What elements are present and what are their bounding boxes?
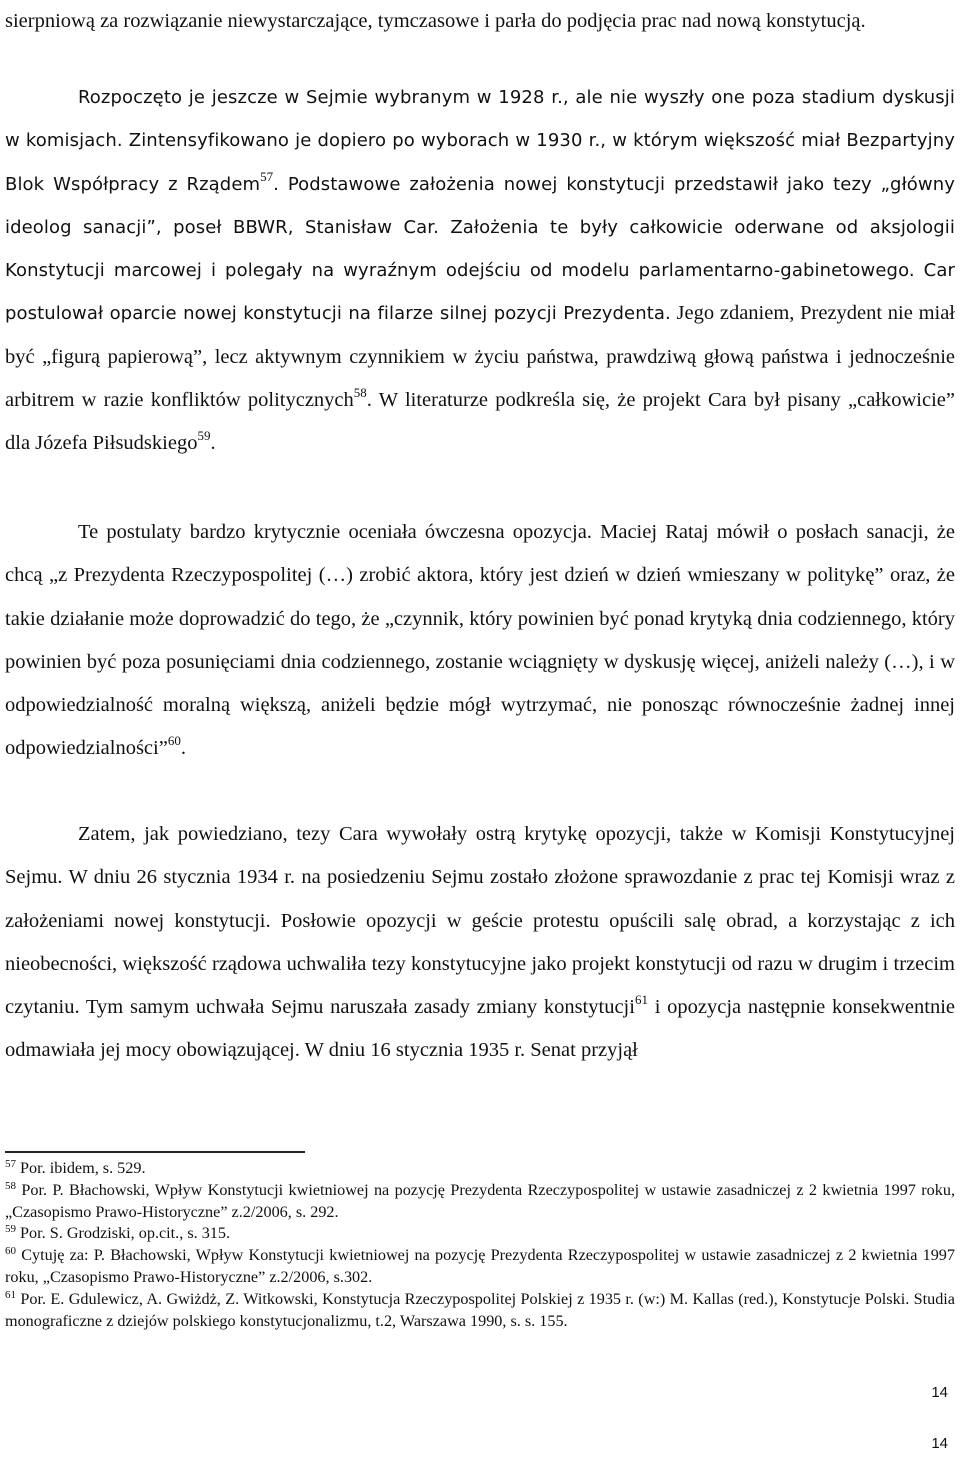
footnote-separator <box>5 1151 305 1153</box>
footnote-58 <box>5 1180 955 1224</box>
text-run: . <box>210 432 216 455</box>
text-run: sierpniową za rozwiązanie niewystarczające, tymczasowe i parła do podjęcia prac nad nową konstytucją. <box>5 10 866 32</box>
footnote-57 <box>5 1158 955 1180</box>
footnote-text: Por. E. Gdulewicz, A. Gwiżdż, Z. Witkowski, Konstytucja Rzeczypospolitej Polskiej z 1935 r. (w:) M. Kallas (red.), Konstytucje Polski. Studia monograficzne z dziejów polskiego konstytucjonalizmu, t.2, Warszawa 1990, s. s. 155. <box>5 1289 955 1330</box>
page-number-footer: 14 <box>931 1435 948 1452</box>
footnote-59 <box>5 1223 955 1245</box>
footnote-number: 59 <box>5 1223 16 1236</box>
footnote-text: Por. ibidem, s. 529. <box>16 1159 146 1177</box>
footnote-text: Cytuję za: P. Błachowski, Wpływ Konstytucji kwietniowej na pozycję Prezydenta Rzeczypospolitej w ustawie zasadniczej z 2 kwietnia 1997 roku, „Czasopismo Prawo-Historyczne” z.2/2006, s.302. <box>5 1246 955 1286</box>
paragraph-1-container <box>5 0 955 43</box>
paragraph-2 <box>5 76 955 466</box>
footnote-number: 58 <box>5 1179 16 1192</box>
footnote-number: 57 <box>5 1158 16 1170</box>
paragraph-2-container <box>5 76 955 466</box>
text-run: Zatem, jak powiedziano, tezy Cara wywołały ostrą krytykę opozycji, także w Komisji Konstytucyjnej Sejmu. W dniu 26 stycznia 1934 r. na posiedzeniu Sejmu zostało złożone sprawozdanie z prac tej Komisji wraz z założeniami nowej konstytucji. Posłowie opozycji w geście protestu opuścili salę obrad, a korzystając z ich nieobecności, większość rządowa uchwaliła tezy konstytucyjne jako projekt konstytucji od razu w drugim i trzecim czytaniu. Tym samym uchwała Sejmu naruszała zasady zmiany konstytucji <box>5 823 955 1019</box>
text-run: Te postulaty bardzo krytycznie oceniała ówczesna opozycja. Maciej Rataj mówił o posłach sanacji, że chcą „z Prezydenta Rzeczypospolitej (…) zrobić aktora, który jest dzień w dzień wmieszany w politykę” oraz, że takie działanie może doprowadzić do tego, że „czynnik, który powinien być ponad krytyką dnia codziennego, który powinien być poza posunięciami dnia codziennego, zostanie wciągnięty w dyskusję więcej, aniżeli należy (…), i w odpowiedzialność moralną większą, aniżeli będzie mógł wytrzymać, nie ponosząc równocześnie żadnej innej odpowiedzialności” <box>5 521 955 760</box>
page-number: 14 <box>931 1384 948 1401</box>
footnote-ref-61: 61 <box>634 992 648 1008</box>
footnote-ref-57: 57 <box>260 168 274 184</box>
footnote-ref-59: 59 <box>197 428 211 444</box>
footnote-ref-58: 58 <box>353 385 367 401</box>
footnote-number: 61 <box>5 1288 16 1301</box>
paragraph-4 <box>5 813 955 1073</box>
text-run: i opozycja następnie konsekwentnie odmawiała jej mocy obowiązującej. W dniu 16 stycznia 1935 r. Senat przyjął <box>5 996 955 1062</box>
footnote-60 <box>5 1245 955 1289</box>
paragraph-3 <box>5 511 955 771</box>
text-run: Jego zdaniem, Prezydent nie miał być „figurą papierową”, lecz aktywnym czynnikiem w życiu państwa, prawdziwą głową państwa i jednocześnie arbitrem w razie konfliktów politycznych <box>5 302 956 412</box>
text-run: . <box>180 737 186 760</box>
paragraph-4-container <box>5 813 955 1073</box>
footnote-text: Por. P. Błachowski, Wpływ Konstytucji kwietniowej na pozycję Prezydenta Rzeczypospolitej w ustawie zasadniczej z 2 kwietnia 1997 roku, „Czasopismo Prawo-Historyczne” z.2/2006, s. 292. <box>5 1180 955 1221</box>
footnotes <box>5 1158 955 1332</box>
text-run: Rozpoczęto je jeszcze w Sejmie wybranym w 1928 r., ale nie wyszły one poza stadium dyskusji w komisjach. Zintensyfikowano je dopiero po wyborach w 1930 r., w którym większość miał Bezpartyjny Blok Współpracy z Rządem <box>5 87 955 195</box>
footnote-text: Por. S. Grodziski, op.cit., s. 315. <box>16 1224 231 1243</box>
footnote-61 <box>5 1289 955 1333</box>
footnote-number: 60 <box>5 1245 16 1258</box>
text-run: . Podstawowe założenia nowej konstytucji przedstawił jako tezy „główny ideolog sanacji”, poseł BBWR, Stanisław Car. Założenia te były całkowicie oderwane od aksjologii Konstytucji marcowej i polegały na wyraźnym odejściu od modelu parlamentarno-gabinetowego. Car postulował oparcie nowej konstytucji na filarze silnej pozycji Prezydenta. <box>5 173 955 325</box>
paragraph-3-container <box>5 511 955 771</box>
footnote-ref-60: 60 <box>167 733 181 749</box>
text-run: . W literaturze podkreśla się, że projekt Cara był pisany „całkowicie” dla Józefa Piłsudskiego <box>5 389 955 455</box>
paragraph-1 <box>5 0 955 43</box>
